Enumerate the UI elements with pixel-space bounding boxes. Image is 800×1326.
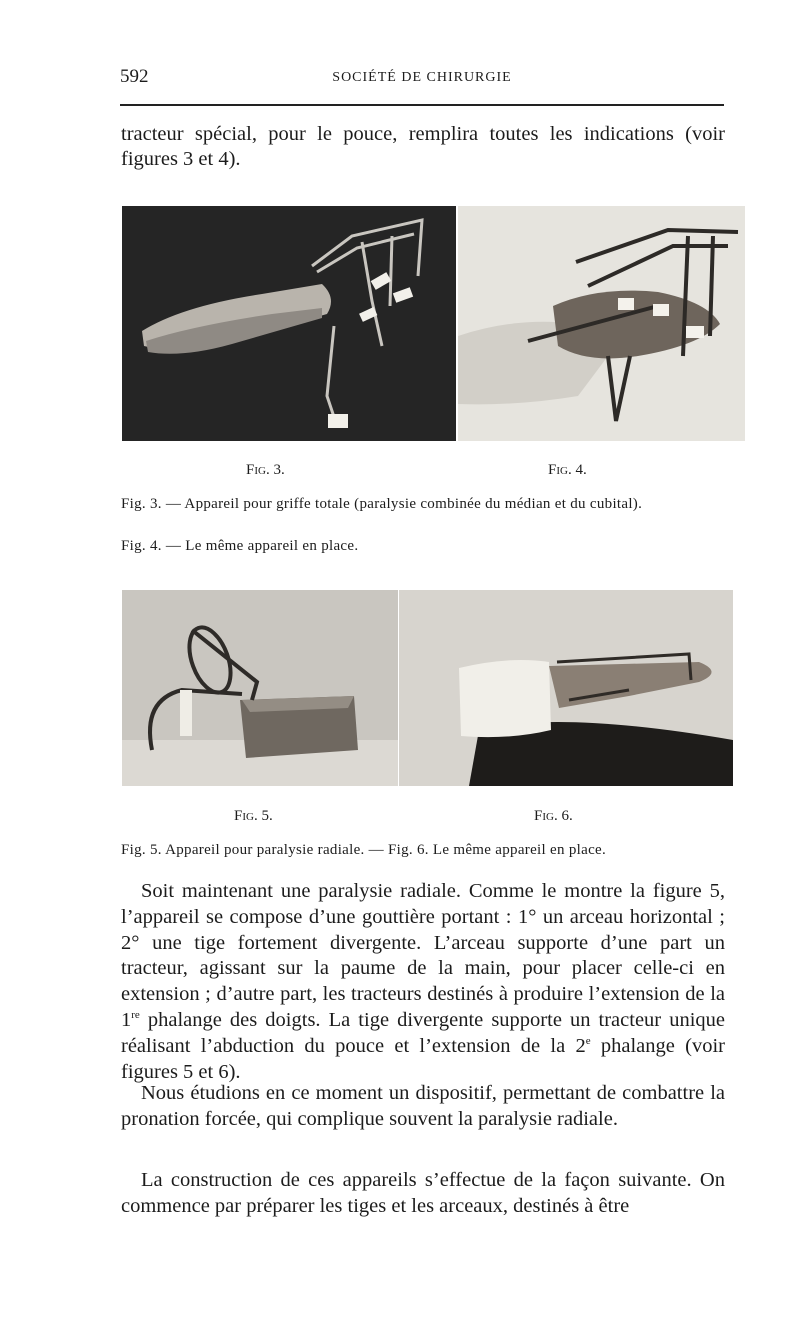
fig-4-label: Fig. 4. (548, 462, 587, 478)
running-title: SOCIÉTÉ DE CHIRURGIE (332, 70, 512, 85)
header-rule (120, 104, 724, 106)
fig-3-label: Fig. 3. (246, 462, 285, 478)
figure-3-caption: Fig. 3. — Appareil pour griffe totale (paralysie combinée du médian et du cubital). (121, 496, 643, 512)
superscript: e (585, 1034, 591, 1047)
paragraph-radial-paralysis (121, 879, 725, 1085)
page-number: 592 (120, 66, 149, 87)
paragraph-text: Soit maintenant une paralysie radiale. Comme le montre la figure 5, l’appareil se compose d’une gouttière portant : 1° un arceau horizontal ; 2° une tige fortement divergente. L’arceau supporte d’une part un tracteur, agissant sur la paume de la main, pour placer celle-ci en extension ; d’autre part, les tracteurs destinés à produire l’extension de la 1 (121, 880, 725, 1031)
paragraph-construction: La construction de ces appareils s’effectue de la façon suivante. On commence par préparer les tiges et les arceaux, destinés à être (121, 1169, 725, 1217)
figure-6-photo (399, 590, 733, 786)
superscript: re (131, 1009, 140, 1022)
figure-5-6-caption: Fig. 5. Appareil pour paralysie radiale. — Fig. 6. Le même appareil en place. (121, 842, 607, 858)
figure-4-photo (458, 206, 745, 441)
figure-3-photo (122, 206, 456, 441)
figure-4-caption: Fig. 4. — Le même appareil en place. (121, 538, 359, 554)
fig-5-label: Fig. 5. (234, 808, 273, 824)
paragraph-text: phalange des doigts. La tige divergente supporte un tracteur unique réalisant l’abduction du pouce et l’extension de la 2 (121, 1008, 725, 1057)
paragraph-text: phalange (voir figures 5 et 6). (121, 1034, 725, 1083)
fig-6-label: Fig. 6. (534, 808, 573, 824)
paragraph-pronation: Nous étudions en ce moment un dispositif, permettant de combattre la pronation forcée, qui complique souvent la paralysie radiale. (121, 1082, 725, 1130)
intro-paragraph: tracteur spécial, pour le pouce, remplira toutes les indications (voir figures 3 et 4). (121, 123, 725, 170)
figure-5-photo (122, 590, 398, 786)
